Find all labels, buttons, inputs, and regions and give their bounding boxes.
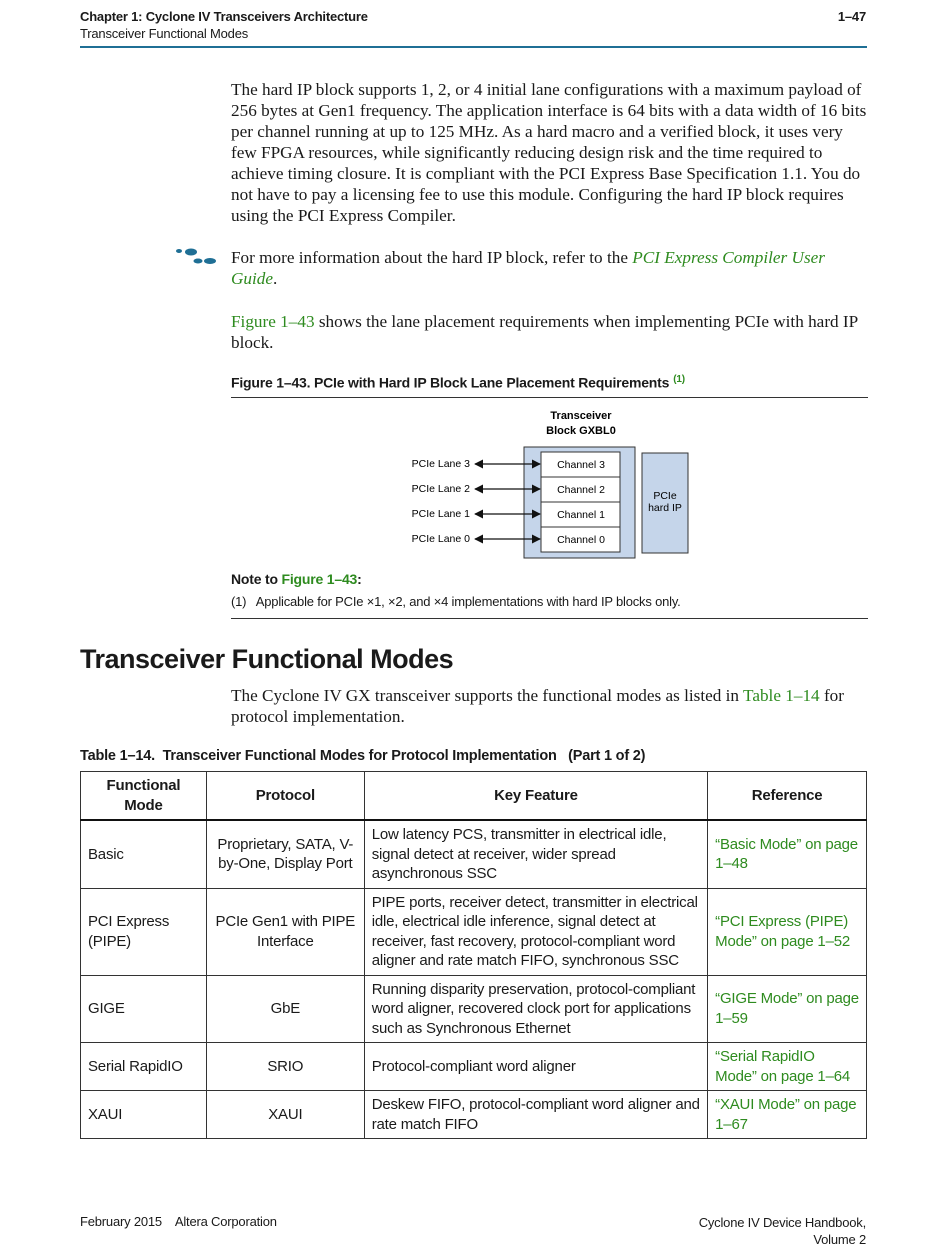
cell-reference-link[interactable]: “GIGE Mode” on page 1–59 bbox=[708, 975, 867, 1043]
lane-1-label: PCIe Lane 1 bbox=[411, 508, 470, 520]
cell-reference-link[interactable]: “Serial RapidIO Mode” on page 1–64 bbox=[708, 1043, 867, 1091]
cell-reference-link[interactable]: “Basic Mode” on page 1–48 bbox=[708, 820, 867, 888]
block-title-line2: Block GXBL0 bbox=[546, 425, 616, 437]
cell-reference-link[interactable]: “PCI Express (PIPE) Mode” on page 1–52 bbox=[708, 888, 867, 975]
col-header-reference: Reference bbox=[708, 772, 867, 821]
figure-title bbox=[231, 374, 685, 391]
footer-date-company: February 2015 Altera Corporation bbox=[80, 1214, 277, 1229]
cell-mode: Basic bbox=[81, 820, 207, 888]
cell-protocol: Proprietary, SATA, V-by-One, Display Port bbox=[206, 820, 364, 888]
col-header-protocol: Protocol bbox=[206, 772, 364, 821]
header-section: Transceiver Functional Modes bbox=[80, 26, 249, 41]
table-header-row bbox=[81, 772, 867, 821]
footer-volume: Volume 2 bbox=[813, 1232, 866, 1247]
info-reference-icon bbox=[174, 246, 218, 268]
channel-3-label: Channel 3 bbox=[557, 459, 605, 471]
block-title-line1: Transceiver bbox=[550, 410, 612, 422]
header-rule bbox=[80, 46, 867, 48]
cell-protocol: SRIO bbox=[206, 1043, 364, 1091]
lane-0-label: PCIe Lane 0 bbox=[411, 533, 470, 545]
figure-rule-bottom bbox=[231, 618, 868, 619]
cell-protocol: GbE bbox=[206, 975, 364, 1043]
hard-ip-label-line1: PCIe bbox=[653, 490, 677, 502]
channel-2-label: Channel 2 bbox=[557, 484, 605, 496]
pcie-compiler-guide-link[interactable]: PCI Express Compiler User Guide bbox=[231, 248, 825, 288]
figure-title-text: Figure 1–43. PCIe with Hard IP Block Lane Placement Requirements bbox=[231, 374, 670, 391]
note-figure-link[interactable]: Figure 1–43 bbox=[281, 571, 358, 587]
cell-mode: PCI Express (PIPE) bbox=[81, 888, 207, 975]
table-row bbox=[81, 1091, 867, 1139]
section-heading: Transceiver Functional Modes bbox=[80, 644, 454, 674]
cell-feature: Low latency PCS, transmitter in electrical idle, signal detect at receiver, wider spread asynchronous SSC bbox=[364, 820, 707, 888]
table-row bbox=[81, 975, 867, 1043]
col-header-key-feature: Key Feature bbox=[364, 772, 707, 821]
col-header-functional-mode: Functional Mode bbox=[81, 772, 207, 821]
more-info-text: For more information about the hard IP block, refer to the bbox=[231, 248, 633, 267]
cell-feature: Deskew FIFO, protocol-compliant word aligner and rate match FIFO bbox=[364, 1091, 707, 1139]
cell-feature: Running disparity preservation, protocol-compliant word aligner, recovered clock port for applications such as Synchronous Ethernet bbox=[364, 975, 707, 1043]
cell-feature: Protocol-compliant word aligner bbox=[364, 1043, 707, 1091]
channel-0-label: Channel 0 bbox=[557, 534, 605, 546]
lane-placement-diagram bbox=[231, 400, 868, 572]
footer-handbook-title: Cyclone IV Device Handbook, bbox=[698, 1215, 866, 1230]
figure-1-43-link[interactable]: Figure 1–43 bbox=[231, 312, 315, 331]
cell-mode: GIGE bbox=[81, 975, 207, 1043]
figure-note-title bbox=[231, 571, 362, 587]
channel-1-label: Channel 1 bbox=[557, 509, 605, 521]
table-row bbox=[81, 888, 867, 975]
header-chapter: Chapter 1: Cyclone IV Transceivers Architecture bbox=[80, 9, 368, 24]
table-title: Table 1–14. Transceiver Functional Modes for Protocol Implementation (Part 1 of 2) bbox=[80, 748, 646, 764]
functional-modes-table bbox=[80, 771, 867, 1139]
figure-rule-top bbox=[231, 397, 868, 398]
figure-note-item: (1) Applicable for PCIe ×1, ×2, and ×4 implementations with hard IP blocks only. bbox=[231, 594, 681, 609]
more-info-suffix: . bbox=[273, 269, 278, 288]
figure-title-note-link[interactable]: (1) bbox=[673, 374, 685, 385]
table-row bbox=[81, 820, 867, 888]
cell-protocol: PCIe Gen1 with PIPE Interface bbox=[206, 888, 364, 975]
paragraph-functional-modes bbox=[231, 685, 867, 727]
table-1-14-link[interactable]: Table 1–14 bbox=[743, 686, 820, 705]
cell-protocol: XAUI bbox=[206, 1091, 364, 1139]
note-title-prefix: Note to bbox=[231, 571, 282, 587]
channel-boxes bbox=[541, 452, 620, 552]
hard-ip-label-line2: hard IP bbox=[648, 502, 682, 514]
lane-2-label: PCIe Lane 2 bbox=[411, 483, 470, 495]
paragraph-figure-ref bbox=[231, 311, 867, 353]
lane-labels bbox=[412, 458, 471, 545]
cell-mode: Serial RapidIO bbox=[81, 1043, 207, 1091]
note-title-suffix: : bbox=[357, 571, 362, 587]
cell-reference-link[interactable]: “XAUI Mode” on page 1–67 bbox=[708, 1091, 867, 1139]
cell-feature: PIPE ports, receiver detect, transmitter in electrical idle, electrical idle inference, signal detect at receiver, fast recovery, protocol-compliant word aligner and rate match FIFO, synchronous SSC bbox=[364, 888, 707, 975]
footer-handbook bbox=[646, 1214, 866, 1248]
functional-modes-suffix: for protocol implementation. bbox=[231, 686, 844, 726]
paragraph-more-info bbox=[231, 247, 867, 289]
figure-ref-text: shows the lane placement requirements when implementing PCIe with hard IP block. bbox=[231, 312, 858, 352]
lane-3-label: PCIe Lane 3 bbox=[411, 458, 470, 470]
functional-modes-text: The Cyclone IV GX transceiver supports the functional modes as listed in bbox=[231, 686, 744, 705]
page-number: 1–47 bbox=[837, 9, 866, 24]
cell-mode: XAUI bbox=[81, 1091, 207, 1139]
table-row bbox=[81, 1043, 867, 1091]
paragraph-hard-ip: The hard IP block supports 1, 2, or 4 initial lane configurations with a maximum payload of 256 bytes at Gen1 frequency. The application interface is 64 bits with a data width of 16 bits per channel running at up to 125 MHz. As a hard macro and a verified block, it uses very few FPGA resources, while significantly reducing design risk and the time required to achieve timing closure. It is compliant with the PCI Express Base Specification 1.1. You do not have to pay a licensing fee to use this module. Configuring the hard IP block requires using the PCI Express Compiler. bbox=[231, 80, 867, 225]
